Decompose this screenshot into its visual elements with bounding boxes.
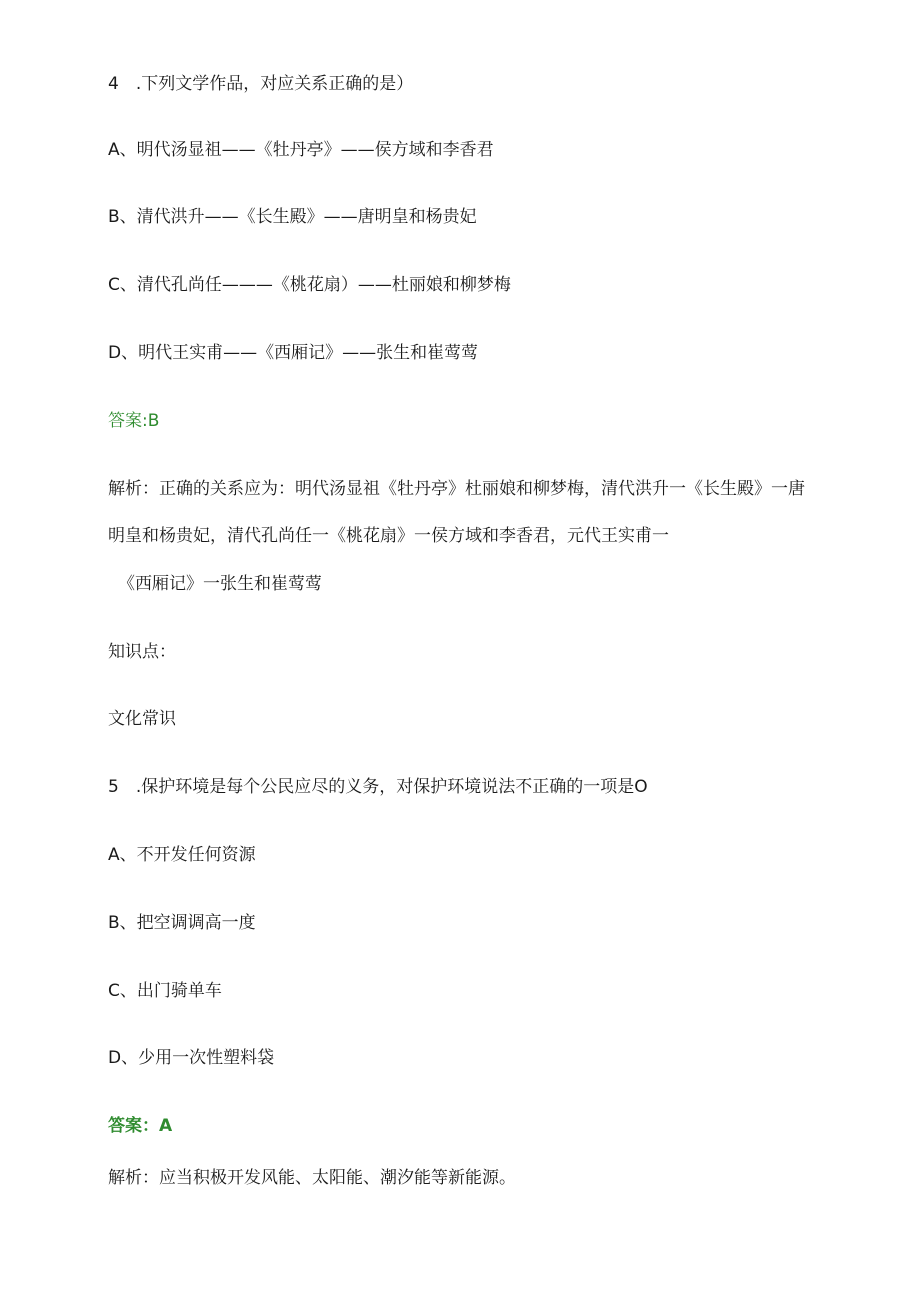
q4-analysis-line-1: 解析：正确的关系应为：明代汤显祖《牡丹亭》杜丽娘和柳梦梅，清代洪升一《长生殿》一唐 <box>108 479 805 499</box>
q5-option-b: B、把空调调高一度 <box>108 913 256 933</box>
q4-option-a: A、明代汤显祖——《牡丹亭》——侯方域和李香君 <box>108 140 494 160</box>
q4-analysis-line-2: 明皇和杨贵妃，清代孔尚任一《桃花扇》一侯方域和李香君，元代王实甫一 <box>108 526 669 546</box>
q4-stem: 4 .下列文学作品，对应关系正确的是） <box>108 74 414 94</box>
q5-analysis: 解析：应当积极开发风能、太阳能、潮汐能等新能源。 <box>108 1168 516 1188</box>
q4-option-d: D、明代王实甫——《西厢记》——张生和崔莺莺 <box>108 343 479 363</box>
q4-option-c: C、清代孔尚任———《桃花扇）——杜丽娘和柳梦梅 <box>108 275 511 295</box>
q5-option-c: C、出门骑单车 <box>108 981 222 1001</box>
q4-knowledge-label: 知识点： <box>108 642 176 662</box>
q5-option-d: D、少用一次性塑料袋 <box>108 1048 275 1068</box>
q4-knowledge-value: 文化常识 <box>108 709 176 729</box>
q5-answer: 答案：A <box>108 1116 173 1136</box>
q4-answer: 答案:B <box>108 411 160 431</box>
q4-analysis-line-3: 《西厢记》一张生和崔莺莺 <box>118 574 322 594</box>
q4-option-b: B、清代洪升——《长生殿》——唐明皇和杨贵妃 <box>108 207 477 227</box>
q5-option-a: A、不开发任何资源 <box>108 845 256 865</box>
q5-stem: 5 .保护环境是每个公民应尽的义务，对保护环境说法不正确的一项是O <box>108 777 648 797</box>
